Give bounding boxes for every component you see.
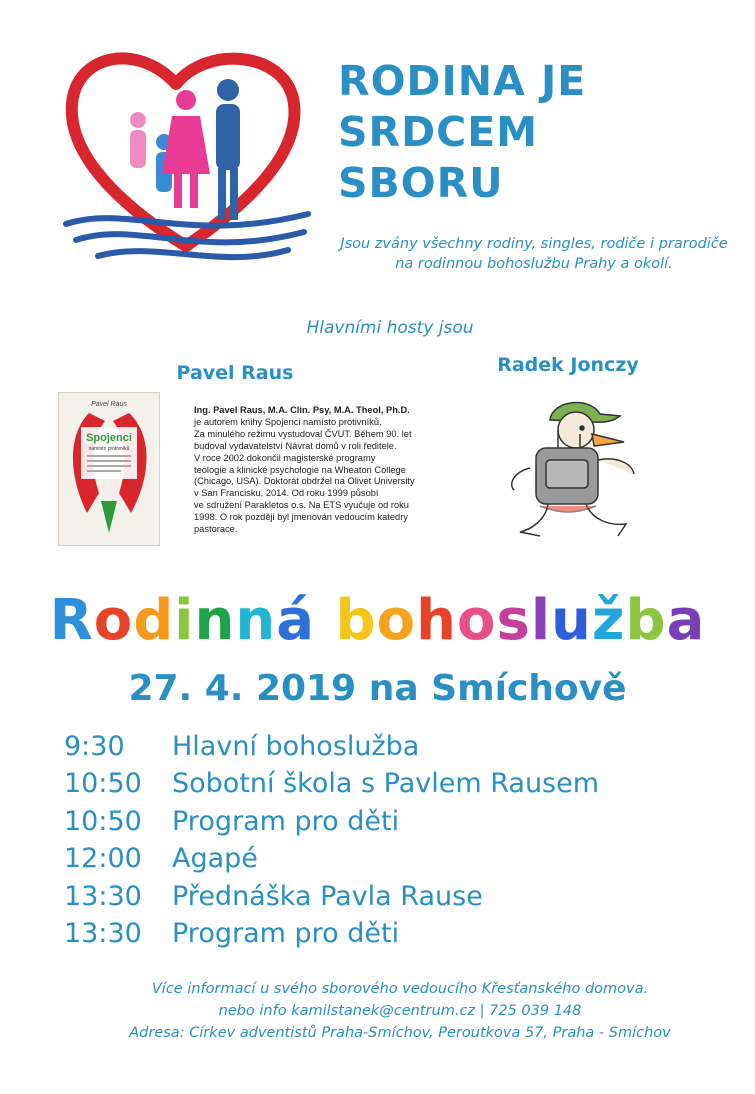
bio-line: je autorem knihy Spojenci namísto protivníků. bbox=[194, 416, 382, 427]
schedule-row bbox=[64, 840, 704, 877]
duck-illustration bbox=[500, 390, 650, 550]
bio-line: Za minulého režimu vystudoval ČVUT. Během 90. let bbox=[194, 428, 412, 439]
page-title bbox=[338, 56, 638, 209]
schedule-row bbox=[64, 878, 704, 915]
schedule-row bbox=[64, 803, 704, 840]
bio-line: Ing. Pavel Raus, M.A. Clin. Psy, M.A. Theol, Ph.D. bbox=[194, 405, 410, 415]
schedule-time: 13:30 bbox=[64, 917, 142, 949]
bio-line: 1998. O rok později byl jmenován vedoucím katedry bbox=[194, 512, 408, 523]
schedule-time: 10:50 bbox=[64, 805, 142, 837]
event-title-letter: s bbox=[496, 588, 531, 653]
schedule-time: 9:30 bbox=[64, 731, 125, 762]
title-line: RODINA JE bbox=[338, 57, 587, 105]
schedule-row bbox=[64, 765, 704, 802]
speaker-bio bbox=[194, 405, 434, 536]
schedule-event: Agapé bbox=[172, 843, 258, 875]
book-cover-image bbox=[58, 392, 160, 546]
family-figures-icon bbox=[130, 79, 240, 220]
schedule-time: 10:50 bbox=[64, 768, 142, 800]
event-title-letter: ž bbox=[591, 588, 626, 653]
title-line: SBORU bbox=[338, 159, 504, 207]
guest-name-pavel: Pavel Raus bbox=[176, 362, 294, 384]
schedule-event: Sobotní škola s Pavlem Rausem bbox=[172, 768, 600, 800]
event-title-letter: o bbox=[376, 588, 417, 653]
event-title-letter bbox=[315, 588, 336, 653]
event-title-letter: R bbox=[49, 588, 94, 653]
footer-info bbox=[80, 978, 720, 1044]
book-subtitle: namísto protivníků bbox=[88, 446, 130, 452]
event-title-letter: n bbox=[194, 588, 236, 653]
bio-line: (Chicago, USA). Doktorát obdržel na Olivet University bbox=[194, 476, 415, 487]
bio-line: teologie a klinické psychologie na Wheaton College bbox=[194, 464, 406, 475]
bio-line: v San Francisku, 2014. Od roku 1999 působí bbox=[194, 488, 379, 499]
event-title-letter: o bbox=[93, 588, 134, 653]
schedule-event: Program pro děti bbox=[172, 917, 400, 949]
bio-line: ve sdružení Parakletos o.s. Na ETS vyučuje od roku bbox=[194, 500, 409, 511]
schedule-row bbox=[64, 728, 704, 765]
schedule-list bbox=[64, 728, 704, 952]
event-title-letter: u bbox=[551, 588, 592, 653]
book-author: Pavel Raus bbox=[91, 401, 127, 408]
schedule-time: 12:00 bbox=[64, 843, 142, 875]
bio-line: pastorace. bbox=[194, 524, 238, 535]
event-title-letter: d bbox=[133, 588, 175, 653]
event-title-letter: á bbox=[276, 588, 316, 653]
guest-name-radek: Radek Jonczy bbox=[497, 354, 639, 376]
hosts-heading: Hlavními hosty jsou bbox=[306, 318, 474, 338]
event-title-letter: a bbox=[666, 588, 706, 653]
bio-line: budoval vydavatelství Návrat domů v roli ředitele. bbox=[194, 440, 397, 451]
intro-text bbox=[334, 234, 734, 274]
event-title-letter: b bbox=[625, 588, 667, 653]
footer-address: Adresa: Církev adventistů Praha-Smíchov, Peroutkova 57, Praha - Smíchov bbox=[129, 1025, 671, 1041]
schedule-event: Hlavní bohoslužba bbox=[172, 731, 420, 762]
event-title-letter: o bbox=[457, 588, 497, 653]
event-title-letter: h bbox=[416, 588, 457, 653]
event-date: 27. 4. 2019 na Smíchově bbox=[128, 668, 627, 709]
event-title-letter: l bbox=[530, 588, 552, 653]
event-title-letter: b bbox=[335, 588, 377, 653]
bio-line: V roce 2002 dokončil magisterské programy bbox=[194, 452, 376, 463]
footer-contact: nebo info kamilstanek@centrum.cz | 725 039 148 bbox=[218, 1003, 582, 1019]
footer-line: Více informací u svého sborového vedoucího Křesťanského domova. bbox=[151, 981, 649, 997]
intro-line: Jsou zvány všechny rodiny, singles, rodiče i prarodiče bbox=[340, 236, 728, 252]
schedule-row bbox=[64, 915, 704, 952]
schedule-event: Přednáška Pavla Rause bbox=[172, 880, 483, 912]
event-title bbox=[0, 588, 755, 653]
family-heart-logo bbox=[58, 34, 320, 270]
schedule-time: 13:30 bbox=[64, 880, 142, 912]
event-title-letter: n bbox=[235, 588, 277, 653]
schedule-event: Program pro děti bbox=[172, 805, 400, 837]
title-line: SRDCEM bbox=[338, 108, 539, 156]
event-title-letter: i bbox=[174, 588, 195, 653]
book-title: Spojenci bbox=[86, 432, 132, 444]
intro-line: na rodinnou bohoslužbu Prahy a okolí. bbox=[395, 256, 673, 272]
